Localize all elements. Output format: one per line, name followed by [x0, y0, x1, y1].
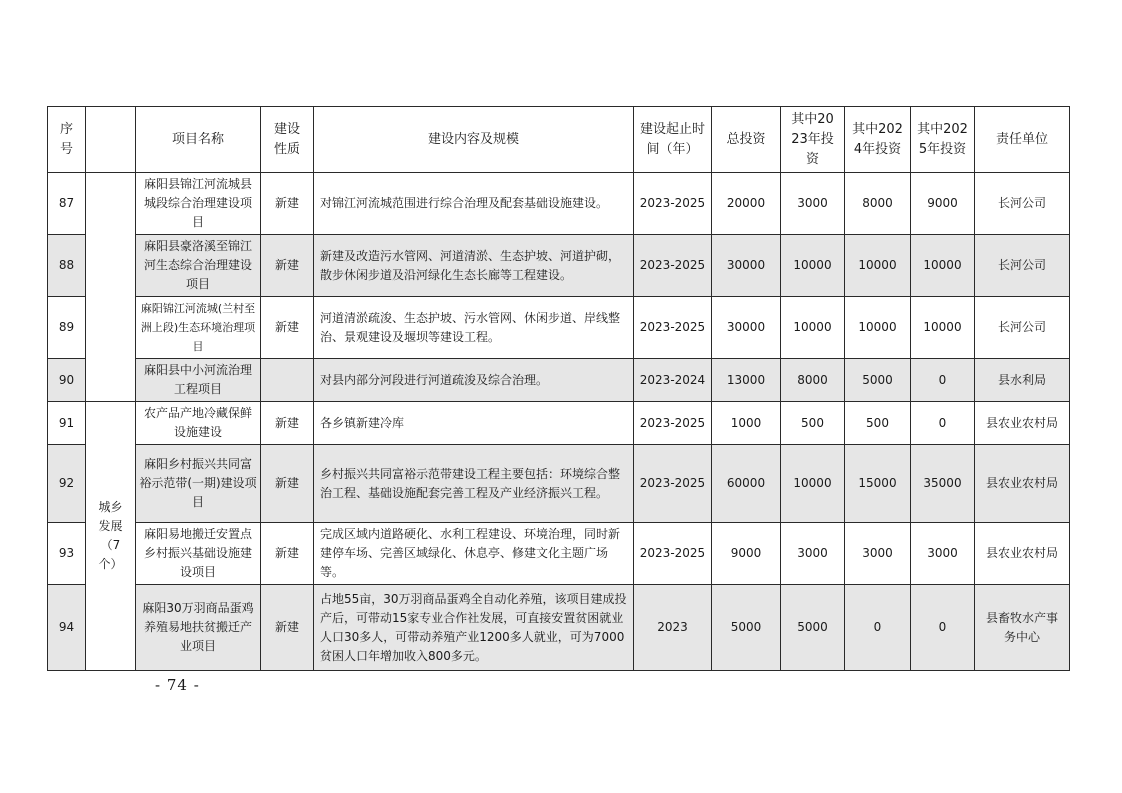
row-period: 2023-2025 [634, 523, 712, 585]
header-type: 建设性质 [261, 107, 314, 173]
row-2023: 10000 [781, 297, 845, 359]
row-total: 13000 [712, 359, 781, 402]
row-unit: 长河公司 [975, 173, 1070, 235]
table-row [48, 297, 1070, 359]
row-seq: 93 [48, 523, 86, 585]
row-2023: 3000 [781, 173, 845, 235]
row-content: 河道清淤疏浚、生态护坡、污水管网、休闲步道、岸线整治、景观建设及堰坝等建设工程。 [314, 297, 634, 359]
row-unit: 县农业农村局 [975, 402, 1070, 445]
row-type: 新建 [261, 297, 314, 359]
row-content: 各乡镇新建冷库 [314, 402, 634, 445]
row-name: 麻阳乡村振兴共同富裕示范带(一期)建设项目 [136, 445, 261, 523]
row-2024: 8000 [845, 173, 911, 235]
row-unit: 县畜牧水产事务中心 [975, 585, 1070, 671]
row-content: 对县内部分河段进行河道疏浚及综合治理。 [314, 359, 634, 402]
row-name: 麻阳县豪洛溪至锦江河生态综合治理建设项目 [136, 235, 261, 297]
row-2023: 500 [781, 402, 845, 445]
row-total: 20000 [712, 173, 781, 235]
row-type: 新建 [261, 445, 314, 523]
row-2025: 10000 [911, 297, 975, 359]
row-total: 5000 [712, 585, 781, 671]
row-seq: 94 [48, 585, 86, 671]
row-2025: 3000 [911, 523, 975, 585]
row-2023: 10000 [781, 235, 845, 297]
row-name: 麻阳30万羽商品蛋鸡养殖易地扶贫搬迁产业项目 [136, 585, 261, 671]
row-2025: 0 [911, 402, 975, 445]
row-2023: 8000 [781, 359, 845, 402]
row-content: 对锦江河流城范围进行综合治理及配套基础设施建设。 [314, 173, 634, 235]
row-unit: 县农业农村局 [975, 445, 1070, 523]
row-2025: 0 [911, 585, 975, 671]
row-2024: 500 [845, 402, 911, 445]
row-seq: 90 [48, 359, 86, 402]
row-period: 2023-2025 [634, 402, 712, 445]
row-2024: 10000 [845, 235, 911, 297]
table-row [48, 523, 1070, 585]
row-total: 30000 [712, 235, 781, 297]
row-type: 新建 [261, 523, 314, 585]
row-name: 麻阳易地搬迁安置点乡村振兴基础设施建设项目 [136, 523, 261, 585]
row-seq: 92 [48, 445, 86, 523]
header-period: 建设起止时间（年） [634, 107, 712, 173]
row-2024: 3000 [845, 523, 911, 585]
row-period: 2023-2025 [634, 235, 712, 297]
header-2025: 其中2025年投资 [911, 107, 975, 173]
row-2025: 10000 [911, 235, 975, 297]
table-row [48, 402, 1070, 445]
row-2025: 35000 [911, 445, 975, 523]
row-2024: 5000 [845, 359, 911, 402]
row-seq: 87 [48, 173, 86, 235]
header-category [86, 107, 136, 173]
row-period: 2023 [634, 585, 712, 671]
header-total: 总投资 [712, 107, 781, 173]
row-period: 2023-2025 [634, 445, 712, 523]
row-content: 新建及改造污水管网、河道清淤、生态护坡、河道护砌，散步休闲步道及沿河绿化生态长廊等工程建设。 [314, 235, 634, 297]
row-name: 麻阳锦江河流城(兰村至洲上段)生态环境治理项目 [136, 297, 261, 359]
table-row [48, 445, 1070, 523]
row-period: 2023-2024 [634, 359, 712, 402]
row-2023: 5000 [781, 585, 845, 671]
row-total: 9000 [712, 523, 781, 585]
row-period: 2023-2025 [634, 297, 712, 359]
row-name: 麻阳县中小河流治理工程项目 [136, 359, 261, 402]
table-header-row [48, 107, 1070, 173]
row-total: 60000 [712, 445, 781, 523]
row-2025: 0 [911, 359, 975, 402]
header-unit: 责任单位 [975, 107, 1070, 173]
row-type: 新建 [261, 173, 314, 235]
header-content: 建设内容及规模 [314, 107, 634, 173]
row-2024: 0 [845, 585, 911, 671]
row-2023: 3000 [781, 523, 845, 585]
project-table [47, 106, 1070, 671]
header-seq: 序号 [48, 107, 86, 173]
row-period: 2023-2025 [634, 173, 712, 235]
row-seq: 89 [48, 297, 86, 359]
header-2023: 其中2023年投资 [781, 107, 845, 173]
row-2023: 10000 [781, 445, 845, 523]
category-cell-blank [86, 173, 136, 402]
row-2024: 15000 [845, 445, 911, 523]
row-name: 麻阳县锦江河流城县城段综合治理建设项目 [136, 173, 261, 235]
row-unit: 长河公司 [975, 297, 1070, 359]
table-row [48, 359, 1070, 402]
row-seq: 91 [48, 402, 86, 445]
category-label: 城乡发展（7个） [86, 402, 136, 671]
row-total: 1000 [712, 402, 781, 445]
row-2025: 9000 [911, 173, 975, 235]
header-name: 项目名称 [136, 107, 261, 173]
row-unit: 县农业农村局 [975, 523, 1070, 585]
row-unit: 县水利局 [975, 359, 1070, 402]
row-type: 新建 [261, 235, 314, 297]
row-content: 乡村振兴共同富裕示范带建设工程主要包括：环境综合整治工程、基础设施配套完善工程及产业经济振兴工程。 [314, 445, 634, 523]
row-unit: 长河公司 [975, 235, 1070, 297]
row-content: 完成区域内道路硬化、水利工程建设、环境治理，同时新建停车场、完善区域绿化、休息亭、修建文化主题广场等。 [314, 523, 634, 585]
row-type: 新建 [261, 585, 314, 671]
row-name: 农产品产地冷藏保鲜设施建设 [136, 402, 261, 445]
row-total: 30000 [712, 297, 781, 359]
row-content: 占地55亩，30万羽商品蛋鸡全自动化养殖，该项目建成投产后，可带动15家专业合作社发展，可直接安置贫困就业人口30多人，可带动养殖产业1200多人就业，可为7000贫困人口年增加收入800多元。 [314, 585, 634, 671]
header-2024: 其中2024年投资 [845, 107, 911, 173]
page-number: - 74 - [155, 676, 200, 694]
table-row [48, 235, 1070, 297]
row-seq: 88 [48, 235, 86, 297]
row-type [261, 359, 314, 402]
row-type: 新建 [261, 402, 314, 445]
row-2024: 10000 [845, 297, 911, 359]
table-row [48, 173, 1070, 235]
table-row [48, 585, 1070, 671]
